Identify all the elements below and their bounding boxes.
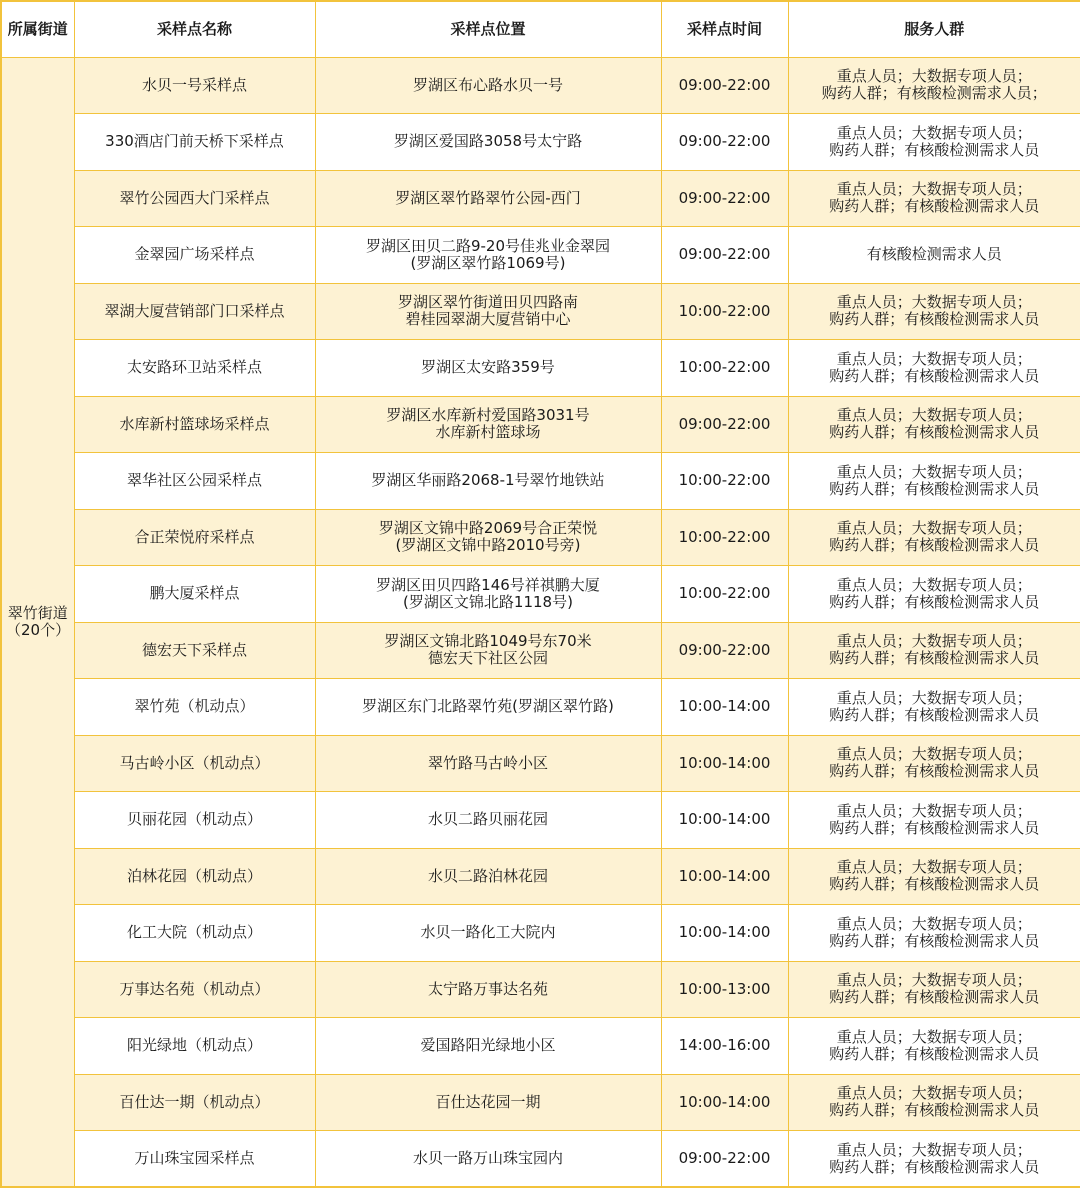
site-time-cell: 10:00-22:00 bbox=[661, 453, 788, 510]
service-group-line: 重点人员；大数据专项人员； bbox=[836, 293, 1032, 312]
service-group-cell bbox=[788, 961, 1080, 1018]
site-time-cell: 09:00-22:00 bbox=[661, 57, 788, 114]
site-location-line: 翠竹路马古岭小区 bbox=[427, 753, 548, 772]
service-group-cell bbox=[788, 453, 1080, 510]
site-location-cell bbox=[315, 396, 661, 453]
service-group-cell bbox=[788, 905, 1080, 962]
table-row bbox=[1, 340, 1080, 397]
site-name-cell: 化工大院（机动点） bbox=[74, 905, 315, 962]
table-row bbox=[1, 961, 1080, 1018]
site-location-line: 水库新村篮球场 bbox=[435, 423, 541, 442]
site-name-cell: 贝丽花园（机动点） bbox=[74, 792, 315, 849]
site-time-cell: 09:00-22:00 bbox=[661, 1131, 788, 1188]
table-row bbox=[1, 566, 1080, 623]
site-location-cell bbox=[315, 340, 661, 397]
site-location-cell bbox=[315, 622, 661, 679]
site-location-line: 罗湖区田贝四路146号祥祺鹏大厦 bbox=[376, 575, 600, 594]
table-row bbox=[1, 114, 1080, 171]
service-group-line: 购药人群；有核酸检测需求人员 bbox=[829, 366, 1040, 385]
service-group-line: 购药人群；有核酸检测需求人员 bbox=[829, 988, 1040, 1007]
service-group-line: 购药人群；有核酸检测需求人员； bbox=[821, 84, 1047, 103]
service-group-line: 重点人员；大数据专项人员； bbox=[836, 1027, 1032, 1046]
service-group-line: 重点人员；大数据专项人员； bbox=[836, 632, 1032, 651]
service-group-line: 购药人群；有核酸检测需求人员 bbox=[829, 931, 1040, 950]
site-location-cell bbox=[315, 509, 661, 566]
header-service-group: 服务人群 bbox=[788, 1, 1080, 57]
site-time-cell: 10:00-14:00 bbox=[661, 1074, 788, 1131]
site-name-cell: 泊林花园（机动点） bbox=[74, 848, 315, 905]
site-name-cell: 330酒店门前天桥下采样点 bbox=[74, 114, 315, 171]
site-time-cell: 09:00-22:00 bbox=[661, 170, 788, 227]
site-name-cell: 马古岭小区（机动点） bbox=[74, 735, 315, 792]
service-group-line: 购药人群；有核酸检测需求人员 bbox=[829, 649, 1040, 668]
site-location-cell bbox=[315, 961, 661, 1018]
table-row bbox=[1, 792, 1080, 849]
table-row bbox=[1, 170, 1080, 227]
table-row bbox=[1, 396, 1080, 453]
service-group-line: 重点人员；大数据专项人员； bbox=[836, 349, 1032, 368]
site-location-line: 罗湖区翠竹路翠竹公园-西门 bbox=[395, 188, 581, 207]
service-group-cell bbox=[788, 679, 1080, 736]
site-location-line: (罗湖区文锦北路1118号) bbox=[403, 592, 573, 611]
site-location-cell bbox=[315, 170, 661, 227]
site-location-line: 罗湖区东门北路翠竹苑(罗湖区翠竹路) bbox=[362, 697, 614, 716]
district-count: （20个） bbox=[6, 620, 71, 639]
site-name-cell: 万事达名苑（机动点） bbox=[74, 961, 315, 1018]
service-group-cell bbox=[788, 1131, 1080, 1188]
district-name: 翠竹街道 bbox=[7, 603, 68, 622]
table-row bbox=[1, 735, 1080, 792]
service-group-cell bbox=[788, 735, 1080, 792]
site-location-line: 罗湖区华丽路2068-1号翠竹地铁站 bbox=[371, 471, 605, 490]
table-row bbox=[1, 1018, 1080, 1075]
site-name-cell: 太安路环卫站采样点 bbox=[74, 340, 315, 397]
site-location-line: 水贝一路万山珠宝园内 bbox=[412, 1149, 563, 1167]
table-row bbox=[1, 1074, 1080, 1131]
service-group-cell bbox=[788, 1018, 1080, 1075]
site-location-cell bbox=[315, 114, 661, 171]
site-time-cell: 10:00-14:00 bbox=[661, 735, 788, 792]
site-location-line: (罗湖区文锦中路2010号旁) bbox=[395, 536, 581, 555]
header-row bbox=[1, 1, 1080, 57]
site-time-cell: 10:00-22:00 bbox=[661, 509, 788, 566]
header-site-time: 采样点时间 bbox=[661, 1, 788, 57]
service-group-line: 重点人员；大数据专项人员； bbox=[836, 519, 1032, 538]
service-group-line: 重点人员；大数据专项人员； bbox=[836, 406, 1032, 425]
header-district: 所属街道 bbox=[1, 1, 74, 57]
service-group-line: 重点人员；大数据专项人员； bbox=[836, 801, 1032, 820]
table-row bbox=[1, 622, 1080, 679]
service-group-cell bbox=[788, 622, 1080, 679]
site-name-cell: 万山珠宝园采样点 bbox=[74, 1131, 315, 1188]
site-location-cell bbox=[315, 453, 661, 510]
service-group-line: 购药人群；有核酸检测需求人员 bbox=[829, 423, 1040, 442]
service-group-line: 购药人群；有核酸检测需求人员 bbox=[829, 762, 1040, 781]
site-time-cell: 10:00-14:00 bbox=[661, 679, 788, 736]
table-row bbox=[1, 57, 1080, 114]
service-group-line: 购药人群；有核酸检测需求人员 bbox=[829, 536, 1040, 555]
site-location-cell bbox=[315, 227, 661, 284]
site-location-line: 罗湖区太安路359号 bbox=[421, 358, 555, 377]
service-group-cell bbox=[788, 1074, 1080, 1131]
table-row bbox=[1, 679, 1080, 736]
service-group-line: 购药人群；有核酸检测需求人员 bbox=[829, 479, 1040, 498]
service-group-cell bbox=[788, 566, 1080, 623]
site-name-cell: 鹏大厦采样点 bbox=[74, 566, 315, 623]
site-name-cell: 水库新村篮球场采样点 bbox=[74, 396, 315, 453]
service-group-line: 重点人员；大数据专项人员； bbox=[836, 575, 1032, 594]
site-location-cell bbox=[315, 905, 661, 962]
site-time-cell: 10:00-14:00 bbox=[661, 848, 788, 905]
service-group-line: 购药人群；有核酸检测需求人员 bbox=[829, 310, 1040, 329]
site-name-cell: 翠竹苑（机动点） bbox=[74, 679, 315, 736]
table-body bbox=[1, 57, 1080, 1187]
site-time-cell: 10:00-14:00 bbox=[661, 905, 788, 962]
site-location-line: 碧桂园翠湖大厦营销中心 bbox=[405, 310, 571, 329]
site-location-cell bbox=[315, 566, 661, 623]
site-time-cell: 14:00-16:00 bbox=[661, 1018, 788, 1075]
site-location-line: 罗湖区翠竹街道田贝四路南 bbox=[397, 293, 578, 312]
site-location-line: 德宏天下社区公园 bbox=[427, 649, 548, 668]
service-group-cell bbox=[788, 792, 1080, 849]
site-name-cell: 金翠园广场采样点 bbox=[74, 227, 315, 284]
site-time-cell: 09:00-22:00 bbox=[661, 227, 788, 284]
site-name-cell: 翠湖大厦营销部门口采样点 bbox=[74, 283, 315, 340]
table-row bbox=[1, 509, 1080, 566]
site-location-cell bbox=[315, 1018, 661, 1075]
service-group-line: 购药人群；有核酸检测需求人员 bbox=[829, 592, 1040, 611]
site-location-line: 罗湖区田贝二路9-20号佳兆业金翠园 bbox=[365, 236, 611, 255]
district-cell bbox=[1, 57, 74, 1187]
site-name-cell: 百仕达一期（机动点） bbox=[74, 1074, 315, 1131]
service-group-cell bbox=[788, 340, 1080, 397]
site-location-line: 罗湖区布心路水贝一号 bbox=[412, 75, 563, 94]
site-time-cell: 10:00-14:00 bbox=[661, 792, 788, 849]
site-location-cell bbox=[315, 679, 661, 736]
service-group-line: 重点人员；大数据专项人员； bbox=[836, 914, 1032, 933]
site-time-cell: 09:00-22:00 bbox=[661, 114, 788, 171]
table-row bbox=[1, 453, 1080, 510]
table-row bbox=[1, 848, 1080, 905]
site-location-line: 爱国路阳光绿地小区 bbox=[420, 1036, 556, 1055]
service-group-cell bbox=[788, 57, 1080, 114]
site-location-cell bbox=[315, 848, 661, 905]
site-location-line: 罗湖区文锦北路1049号东70米 bbox=[384, 632, 592, 651]
service-group-line: 重点人员；大数据专项人员； bbox=[836, 180, 1032, 199]
service-group-line: 重点人员；大数据专项人员； bbox=[836, 67, 1032, 86]
service-group-cell bbox=[788, 283, 1080, 340]
table-row bbox=[1, 1131, 1080, 1188]
site-location-line: 罗湖区文锦中路2069号合正荣悦 bbox=[378, 519, 598, 538]
service-group-line: 购药人群；有核酸检测需求人员 bbox=[829, 197, 1040, 216]
service-group-cell bbox=[788, 396, 1080, 453]
service-group-line: 重点人员；大数据专项人员； bbox=[836, 1140, 1032, 1159]
service-group-line: 重点人员；大数据专项人员； bbox=[836, 123, 1032, 142]
service-group-line: 重点人员；大数据专项人员； bbox=[836, 462, 1032, 481]
service-group-line: 重点人员；大数据专项人员； bbox=[836, 688, 1032, 707]
service-group-line: 重点人员；大数据专项人员； bbox=[836, 1084, 1032, 1103]
site-location-line: 太宁路万事达名苑 bbox=[427, 979, 548, 998]
site-name-cell: 阳光绿地（机动点） bbox=[74, 1018, 315, 1075]
site-location-cell bbox=[315, 1074, 661, 1131]
header-site-location: 采样点位置 bbox=[315, 1, 661, 57]
table-row bbox=[1, 283, 1080, 340]
site-location-cell bbox=[315, 792, 661, 849]
service-group-cell bbox=[788, 848, 1080, 905]
site-location-cell bbox=[315, 1131, 661, 1188]
service-group-line: 购药人群；有核酸检测需求人员 bbox=[829, 818, 1040, 837]
table-row bbox=[1, 227, 1080, 284]
table-row bbox=[1, 905, 1080, 962]
service-group-cell bbox=[788, 170, 1080, 227]
service-group-line: 购药人群；有核酸检测需求人员 bbox=[829, 705, 1040, 724]
site-location-line: 百仕达花园一期 bbox=[435, 1092, 541, 1111]
site-location-line: (罗湖区翠竹路1069号) bbox=[410, 253, 566, 272]
service-group-line: 购药人群；有核酸检测需求人员 bbox=[829, 875, 1040, 894]
service-group-line: 重点人员；大数据专项人员； bbox=[836, 745, 1032, 764]
service-group-line: 重点人员；大数据专项人员； bbox=[836, 971, 1032, 990]
site-location-cell bbox=[315, 57, 661, 114]
service-group-cell bbox=[788, 114, 1080, 171]
site-location-cell bbox=[315, 735, 661, 792]
service-group-line: 购药人群；有核酸检测需求人员 bbox=[829, 140, 1040, 159]
site-location-line: 水贝一路化工大院内 bbox=[420, 923, 556, 942]
service-group-line: 有核酸检测需求人员 bbox=[866, 245, 1002, 264]
site-name-cell: 水贝一号采样点 bbox=[74, 57, 315, 114]
site-name-cell: 合正荣悦府采样点 bbox=[74, 509, 315, 566]
site-time-cell: 09:00-22:00 bbox=[661, 622, 788, 679]
site-time-cell: 10:00-22:00 bbox=[661, 566, 788, 623]
site-location-line: 罗湖区水库新村爱国路3031号 bbox=[386, 406, 590, 425]
service-group-line: 重点人员；大数据专项人员； bbox=[836, 858, 1032, 877]
site-location-cell bbox=[315, 283, 661, 340]
site-time-cell: 10:00-22:00 bbox=[661, 283, 788, 340]
site-location-line: 水贝二路贝丽花园 bbox=[427, 810, 548, 829]
service-group-line: 购药人群；有核酸检测需求人员 bbox=[829, 1101, 1040, 1120]
site-name-cell: 翠华社区公园采样点 bbox=[74, 453, 315, 510]
site-time-cell: 10:00-13:00 bbox=[661, 961, 788, 1018]
service-group-cell bbox=[788, 509, 1080, 566]
site-name-cell: 翠竹公园西大门采样点 bbox=[74, 170, 315, 227]
service-group-cell bbox=[788, 227, 1080, 284]
header-site-name: 采样点名称 bbox=[74, 1, 315, 57]
site-time-cell: 10:00-22:00 bbox=[661, 340, 788, 397]
service-group-line: 购药人群；有核酸检测需求人员 bbox=[829, 1157, 1040, 1176]
site-name-cell: 德宏天下采样点 bbox=[74, 622, 315, 679]
site-location-line: 罗湖区爱国路3058号太宁路 bbox=[393, 132, 583, 151]
site-location-line: 水贝二路泊林花园 bbox=[427, 866, 548, 885]
service-group-line: 购药人群；有核酸检测需求人员 bbox=[829, 1044, 1040, 1063]
site-time-cell: 09:00-22:00 bbox=[661, 396, 788, 453]
